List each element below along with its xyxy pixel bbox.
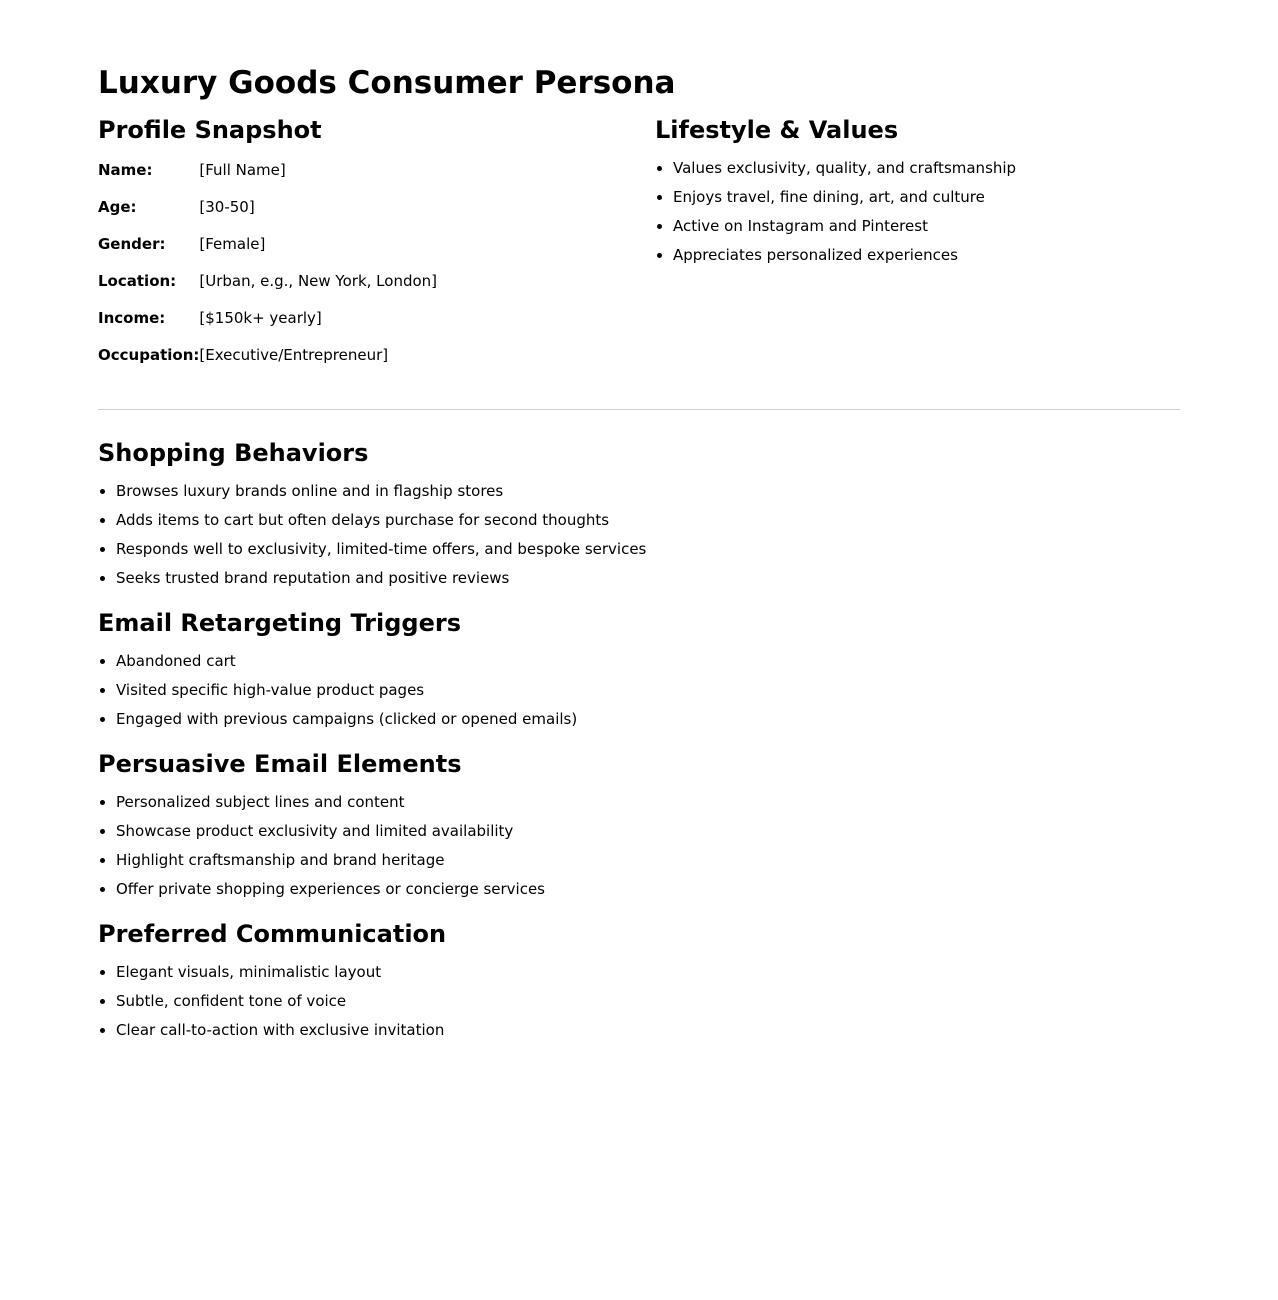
list-item: • Seeks trusted brand reputation and positive reviews: [116, 568, 1180, 588]
list-item: • Browses luxury brands online and in flagship stores: [116, 481, 1180, 501]
list-item: • Elegant visuals, minimalistic layout: [116, 962, 1180, 982]
list-item: • Subtle, confident tone of voice: [116, 991, 1180, 1011]
shopping-behaviors-heading: Shopping Behaviors: [98, 439, 369, 467]
list-item: • Clear call-to-action with exclusive invitation: [116, 1020, 1180, 1040]
shopping-list: [98, 481, 1180, 588]
email-triggers-section: [98, 607, 1180, 729]
lifestyle-list: [655, 158, 1180, 265]
list-item: • Highlight craftsmanship and brand heritage: [116, 850, 1180, 870]
persona-page: [98, 0, 1180, 1040]
triggers-list: [98, 651, 1180, 729]
profile-snapshot-section: [98, 114, 655, 382]
profile-key: Name:: [98, 161, 153, 179]
persuasive-elements-section: [98, 748, 1180, 899]
profile-value: [Urban, e.g., New York, London]: [199, 272, 438, 290]
list-item: • Active on Instagram and Pinterest: [673, 216, 1180, 236]
persuasive-list: [98, 792, 1180, 899]
list-item: • Engaged with previous campaigns (clicked or opened emails): [116, 709, 1180, 729]
top-columns: [98, 114, 1180, 382]
profile-key: Occupation:: [98, 346, 200, 364]
profile-row-age: [98, 197, 437, 234]
list-item: • Abandoned cart: [116, 651, 1180, 671]
profile-snapshot-heading: Profile Snapshot: [98, 116, 322, 144]
preferred-communication-section: [98, 918, 1180, 1040]
profile-row-location: [98, 271, 437, 308]
list-item: • Appreciates personalized experiences: [673, 245, 1180, 265]
lifestyle-values-section: [655, 114, 1180, 382]
communication-list: [98, 962, 1180, 1040]
list-item: • Adds items to cart but often delays purchase for second thoughts: [116, 510, 1180, 530]
list-item: • Personalized subject lines and content: [116, 792, 1180, 812]
list-item: • Offer private shopping experiences or concierge services: [116, 879, 1180, 899]
profile-value: [30-50]: [199, 198, 255, 216]
profile-row-income: [98, 308, 437, 345]
profile-value: [$150k+ yearly]: [199, 309, 322, 327]
profile-key: Age:: [98, 198, 137, 216]
list-item: • Values exclusivity, quality, and craftsmanship: [673, 158, 1180, 178]
profile-row-gender: [98, 234, 437, 271]
profile-value: [Executive/Entrepreneur]: [199, 346, 389, 364]
lifestyle-values-heading: Lifestyle & Values: [655, 116, 899, 144]
section-divider: [98, 409, 1180, 410]
list-item: • Visited specific high-value product pages: [116, 680, 1180, 700]
profile-key: Income:: [98, 309, 166, 327]
profile-key: Location:: [98, 272, 177, 290]
shopping-behaviors-section: [98, 437, 1180, 588]
profile-value: [Full Name]: [199, 161, 286, 179]
preferred-communication-heading: Preferred Communication: [98, 920, 447, 948]
persuasive-elements-heading: Persuasive Email Elements: [98, 750, 462, 778]
list-item: • Responds well to exclusivity, limited-time offers, and bespoke services: [116, 539, 1180, 559]
email-triggers-heading: Email Retargeting Triggers: [98, 609, 461, 637]
profile-key: Gender:: [98, 235, 166, 253]
profile-row-occupation: [98, 345, 437, 382]
profile-table: [98, 160, 437, 382]
list-item: • Enjoys travel, fine dining, art, and culture: [673, 187, 1180, 207]
profile-value: [Female]: [199, 235, 266, 253]
list-item: • Showcase product exclusivity and limited availability: [116, 821, 1180, 841]
page-title: Luxury Goods Consumer Persona: [98, 65, 676, 101]
profile-row-name: [98, 160, 437, 197]
